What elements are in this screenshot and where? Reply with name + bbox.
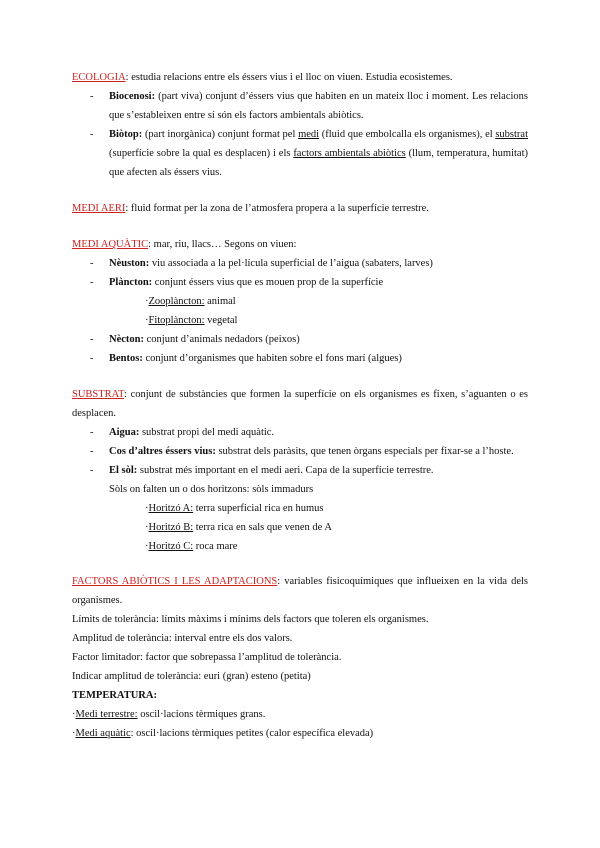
spacer: [72, 218, 528, 235]
ecologia-term: ECOLOGIA: [72, 72, 126, 83]
sub-item-horitzo-b: ·Horitzó B: terra rica en sals que venen de A: [145, 522, 332, 533]
spacer: [72, 556, 528, 572]
list-item-neuston: - Nèuston: viu associada a la pel·lícula superficial de l’aigua (sabaters, larves): [90, 258, 433, 269]
factors-term: FACTORS ABIÒTICS I LES ADAPTACIONS: [72, 576, 278, 587]
factors-definition: FACTORS ABIÒTICS I LES ADAPTACIONS: variables fisicoquímiques que influeixen en la vida dels organismes.: [72, 576, 528, 606]
list-item-biotop: - Biòtop: (part inorgànica) conjunt format pel medi (fluid que embolcalla els organismes), el substrat (superfície sobre la qual es desplacen) i els factors ambientals abiòtics (llum, temperatura, humitat) que afecten als éssers vius.: [90, 129, 528, 178]
spacer: [72, 368, 528, 385]
sub-item-fitoplancton: ·Fitoplàncton: vegetal: [145, 315, 238, 326]
list-item-aigua: - Aigua: substrat propi del medi aquàtic.: [90, 427, 275, 438]
substrat-term: SUBSTRAT: [72, 389, 124, 400]
ecologia-definition: ECOLOGIA: estudia relacions entre els éssers vius i el lloc on viuen. Estudia ecosistemes.: [72, 72, 453, 83]
sub-item-horitzo-a: ·Horitzó A: terra superficial rica en humus: [145, 503, 324, 514]
factors-line-amplitud: Amplitud de tolerància: interval entre els dos valors.: [72, 633, 293, 644]
list-item-necton: - Nècton: conjunt d’animals nedadors (peixos): [90, 334, 300, 345]
list-item-biocenosi: - Biocenosi: (part viva) conjunt d’éssers vius que habiten en un mateix lloc i moment. Les relacions que s’estableixen entre sí són els factors ambientals abiòtics.: [90, 91, 528, 121]
temp-item-terrestre: ·Medi terrestre: oscil·lacions tèrmiques grans.: [72, 709, 266, 720]
temperatura-heading: TEMPERATURA:: [72, 690, 157, 701]
spacer: [72, 182, 528, 199]
substrat-definition: SUBSTRAT: conjunt de substàncies que formen la superfície on els organismes es fixen, s’aguanten o es desplacen.: [72, 389, 528, 419]
medi-aeri-term: MEDI AERI: [72, 203, 126, 214]
sub-item-zooplancton: ·Zooplàncton: animal: [145, 296, 236, 307]
list-item-bentos: - Bentos: conjunt d’organismes que habiten sobre el fons marí (algues): [90, 353, 402, 364]
medi-aquatic-term: MEDI AQUÀTIC: [72, 239, 149, 250]
factors-line-limits: Límits de tolerància: límits màxims i mínims dels factors que toleren els organismes.: [72, 614, 429, 625]
medi-aquatic-definition: MEDI AQUÀTIC: mar, riu, llacs… Segons on viuen:: [72, 239, 297, 250]
document-page: [72, 68, 528, 743]
factors-line-limitador: Factor limitador: factor que sobrepassa l’amplitud de tolerància.: [72, 652, 342, 663]
temp-item-aquatic: ·Medi aquàtic: oscil·lacions tèrmiques petites (calor específica elevada): [72, 728, 374, 739]
list-item-sol: - El sòl: substrat més important en el medi aeri. Capa de la superfície terrestre.: [90, 465, 434, 476]
sols-immadurs-line: Sòls on falten un o dos horitzons: sòls immadurs: [109, 484, 314, 495]
list-item-cos-altres: - Cos d’altres éssers vius: substrat dels paràsits, que tenen òrgans especials per fixar-se a l’hoste.: [90, 446, 514, 457]
factors-line-indicar: Indicar amplitud de tolerància: euri (gran) esteno (petita): [72, 671, 311, 682]
list-item-plancton: - Plàncton: conjunt éssers vius que es mouen prop de la superfície: [90, 277, 384, 288]
sub-item-horitzo-c: ·Horitzó C: roca mare: [145, 541, 238, 552]
medi-aeri-definition: MEDI AERI: fluid format per la zona de l’atmosfera propera a la superfície terrestre.: [72, 203, 429, 214]
